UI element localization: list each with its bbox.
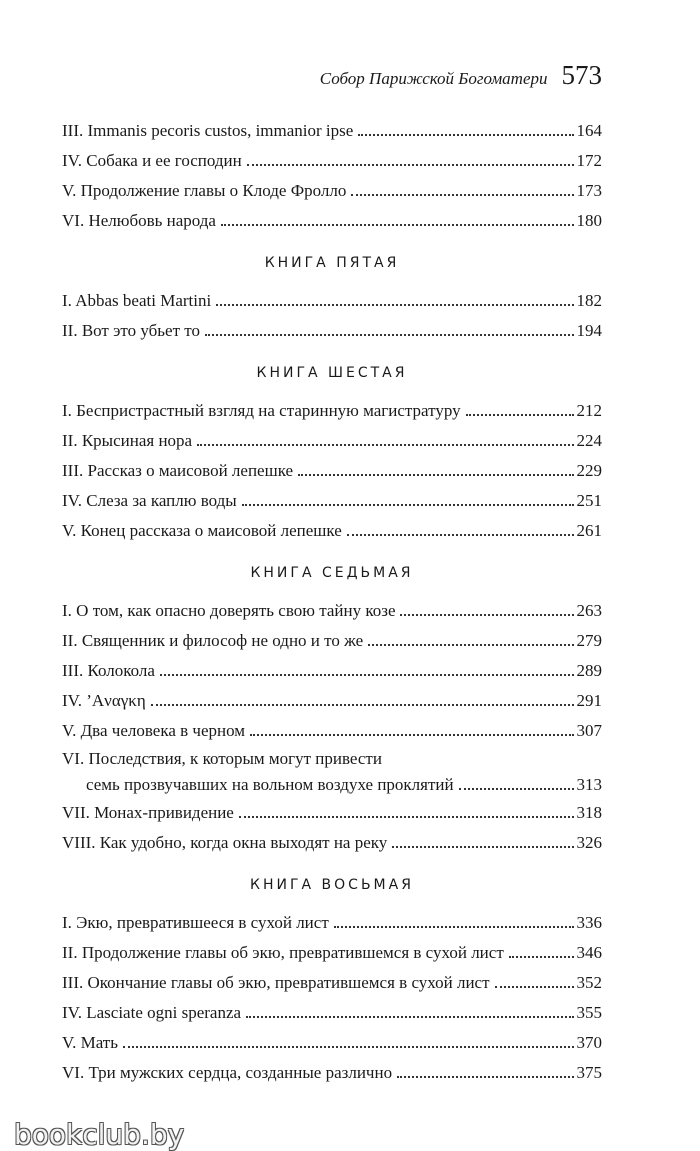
page-number: 573 bbox=[561, 60, 602, 90]
dot-leader bbox=[298, 474, 573, 476]
entry-title: VI. Три мужских сердца, созданные различно bbox=[62, 1063, 393, 1082]
dot-leader bbox=[239, 816, 574, 818]
toc-entry bbox=[62, 146, 602, 176]
entry-title-continued: семь прозвучавших на вольном воздухе проклятий bbox=[86, 775, 454, 794]
dot-leader bbox=[400, 614, 573, 616]
dot-leader bbox=[123, 1046, 574, 1048]
toc-entry bbox=[62, 116, 602, 146]
dot-leader bbox=[466, 414, 574, 416]
entry-title: V. Мать bbox=[62, 1033, 118, 1052]
entry-title: IV. Lasciate ogni speranza bbox=[62, 1003, 242, 1022]
toc-entry bbox=[62, 938, 602, 968]
toc-entry bbox=[62, 286, 602, 316]
entry-page-number: 229 bbox=[576, 461, 602, 480]
toc-entry bbox=[62, 828, 602, 858]
entry-title: III. Колокола bbox=[62, 661, 155, 680]
entry-title: IV. ’Aναγκη bbox=[62, 691, 146, 710]
toc-entry bbox=[62, 516, 602, 546]
entry-title: VIII. Как удобно, когда окна выходят на реку bbox=[62, 833, 388, 852]
dot-leader bbox=[216, 304, 573, 306]
running-head-title: Собор Парижской Богоматери bbox=[319, 69, 548, 88]
toc-entry bbox=[62, 596, 602, 626]
entry-page-number: 346 bbox=[576, 943, 602, 962]
toc-entry bbox=[62, 1028, 602, 1058]
toc-entry bbox=[62, 686, 602, 716]
entry-title: II. Священник и философ не одно и то же bbox=[62, 631, 364, 650]
entry-title: I. Экю, превратившееся в сухой лист bbox=[62, 913, 329, 932]
book-heading: КНИГА ПЯТАЯ bbox=[264, 255, 400, 271]
entry-title: II. Продолжение главы об экю, превратившемся в сухой лист bbox=[62, 943, 504, 962]
dot-leader bbox=[160, 674, 574, 676]
dot-leader bbox=[334, 926, 574, 928]
toc-entry bbox=[62, 656, 602, 686]
toc-entry bbox=[62, 176, 602, 206]
toc-entry bbox=[62, 998, 602, 1028]
entry-title: IV. Слеза за каплю воды bbox=[62, 491, 237, 510]
entry-page-number: 318 bbox=[576, 803, 602, 822]
entry-page-number: 194 bbox=[576, 321, 602, 340]
entry-title: V. Продолжение главы о Клоде Фролло bbox=[62, 181, 347, 200]
entry-title: VI. Нелюбовь народа bbox=[62, 211, 216, 230]
entry-continuation bbox=[62, 772, 602, 798]
entry-page-number: 212 bbox=[576, 401, 602, 420]
toc-entry bbox=[62, 968, 602, 998]
entry-title: V. Конец рассказа о маисовой лепешке bbox=[62, 521, 342, 540]
entry-page-number: 261 bbox=[576, 521, 602, 540]
dot-leader bbox=[197, 444, 573, 446]
book-heading: КНИГА ШЕСТАЯ bbox=[256, 365, 408, 381]
dot-leader bbox=[205, 334, 574, 336]
entry-title: VII. Монах-привидение bbox=[62, 803, 234, 822]
table-of-contents bbox=[62, 116, 602, 1088]
watermark: bookclub.by bbox=[14, 1118, 185, 1151]
entry-page-number: 355 bbox=[576, 1003, 602, 1022]
toc-page bbox=[62, 60, 602, 1088]
entry-page-number: 164 bbox=[576, 121, 602, 140]
entry-page-number: 291 bbox=[576, 691, 602, 710]
toc-entry bbox=[62, 456, 602, 486]
entry-title: III. Окончание главы об экю, превратившемся в сухой лист bbox=[62, 973, 490, 992]
entry-page-number: 224 bbox=[576, 431, 602, 450]
book-heading: КНИГА СЕДЬМАЯ bbox=[250, 565, 414, 581]
entry-page-number: 307 bbox=[576, 721, 602, 740]
entry-page-number: 375 bbox=[576, 1063, 602, 1082]
dot-leader bbox=[392, 846, 573, 848]
toc-entry bbox=[62, 626, 602, 656]
toc-entry bbox=[62, 746, 602, 798]
toc-entry bbox=[62, 316, 602, 346]
entry-title: III. Рассказ о маисовой лепешке bbox=[62, 461, 294, 480]
dot-leader bbox=[242, 504, 574, 506]
toc-entry bbox=[62, 1058, 602, 1088]
toc-entry bbox=[62, 396, 602, 426]
toc-entry bbox=[62, 716, 602, 746]
entry-page-number: 251 bbox=[576, 491, 602, 510]
toc-entry bbox=[62, 908, 602, 938]
running-head bbox=[62, 60, 602, 112]
entry-page-number: 289 bbox=[576, 661, 602, 680]
dot-leader bbox=[246, 1016, 573, 1018]
entry-page-number: 336 bbox=[576, 913, 602, 932]
dot-leader bbox=[347, 534, 574, 536]
entry-page-number: 370 bbox=[576, 1033, 602, 1052]
entry-page-number: 182 bbox=[576, 291, 602, 310]
book-heading: КНИГА ВОСЬМАЯ bbox=[250, 877, 414, 893]
toc-entry bbox=[62, 798, 602, 828]
entry-page-number: 313 bbox=[576, 775, 602, 794]
toc-entry bbox=[62, 206, 602, 236]
dot-leader bbox=[250, 734, 573, 736]
entry-title: VI. Последствия, к которым могут привести bbox=[62, 749, 382, 768]
entry-title: I. Abbas beati Martini bbox=[62, 291, 212, 310]
entry-page-number: 279 bbox=[576, 631, 602, 650]
entry-title: II. Крысиная нора bbox=[62, 431, 193, 450]
toc-entry bbox=[62, 426, 602, 456]
dot-leader bbox=[351, 194, 573, 196]
dot-leader bbox=[368, 644, 573, 646]
dot-leader bbox=[495, 986, 574, 988]
dot-leader bbox=[358, 134, 573, 136]
entry-title: IV. Собака и ее господин bbox=[62, 151, 242, 170]
entry-title: I. О том, как опасно доверять свою тайну козе bbox=[62, 601, 396, 620]
toc-entry bbox=[62, 486, 602, 516]
entry-page-number: 326 bbox=[576, 833, 602, 852]
dot-leader bbox=[221, 224, 574, 226]
dot-leader bbox=[459, 788, 574, 790]
entry-page-number: 263 bbox=[576, 601, 602, 620]
entry-page-number: 173 bbox=[576, 181, 602, 200]
entry-title: I. Беспристрастный взгляд на старинную магистратуру bbox=[62, 401, 461, 420]
entry-title: V. Два человека в черном bbox=[62, 721, 246, 740]
dot-leader bbox=[151, 704, 574, 706]
dot-leader bbox=[397, 1076, 573, 1078]
dot-leader bbox=[509, 956, 574, 958]
entry-page-number: 172 bbox=[576, 151, 602, 170]
entry-page-number: 180 bbox=[576, 211, 602, 230]
entry-title: II. Вот это убьет то bbox=[62, 321, 200, 340]
entry-page-number: 352 bbox=[576, 973, 602, 992]
dot-leader bbox=[247, 164, 574, 166]
entry-title: III. Immanis pecoris custos, immanior ipse bbox=[62, 121, 354, 140]
